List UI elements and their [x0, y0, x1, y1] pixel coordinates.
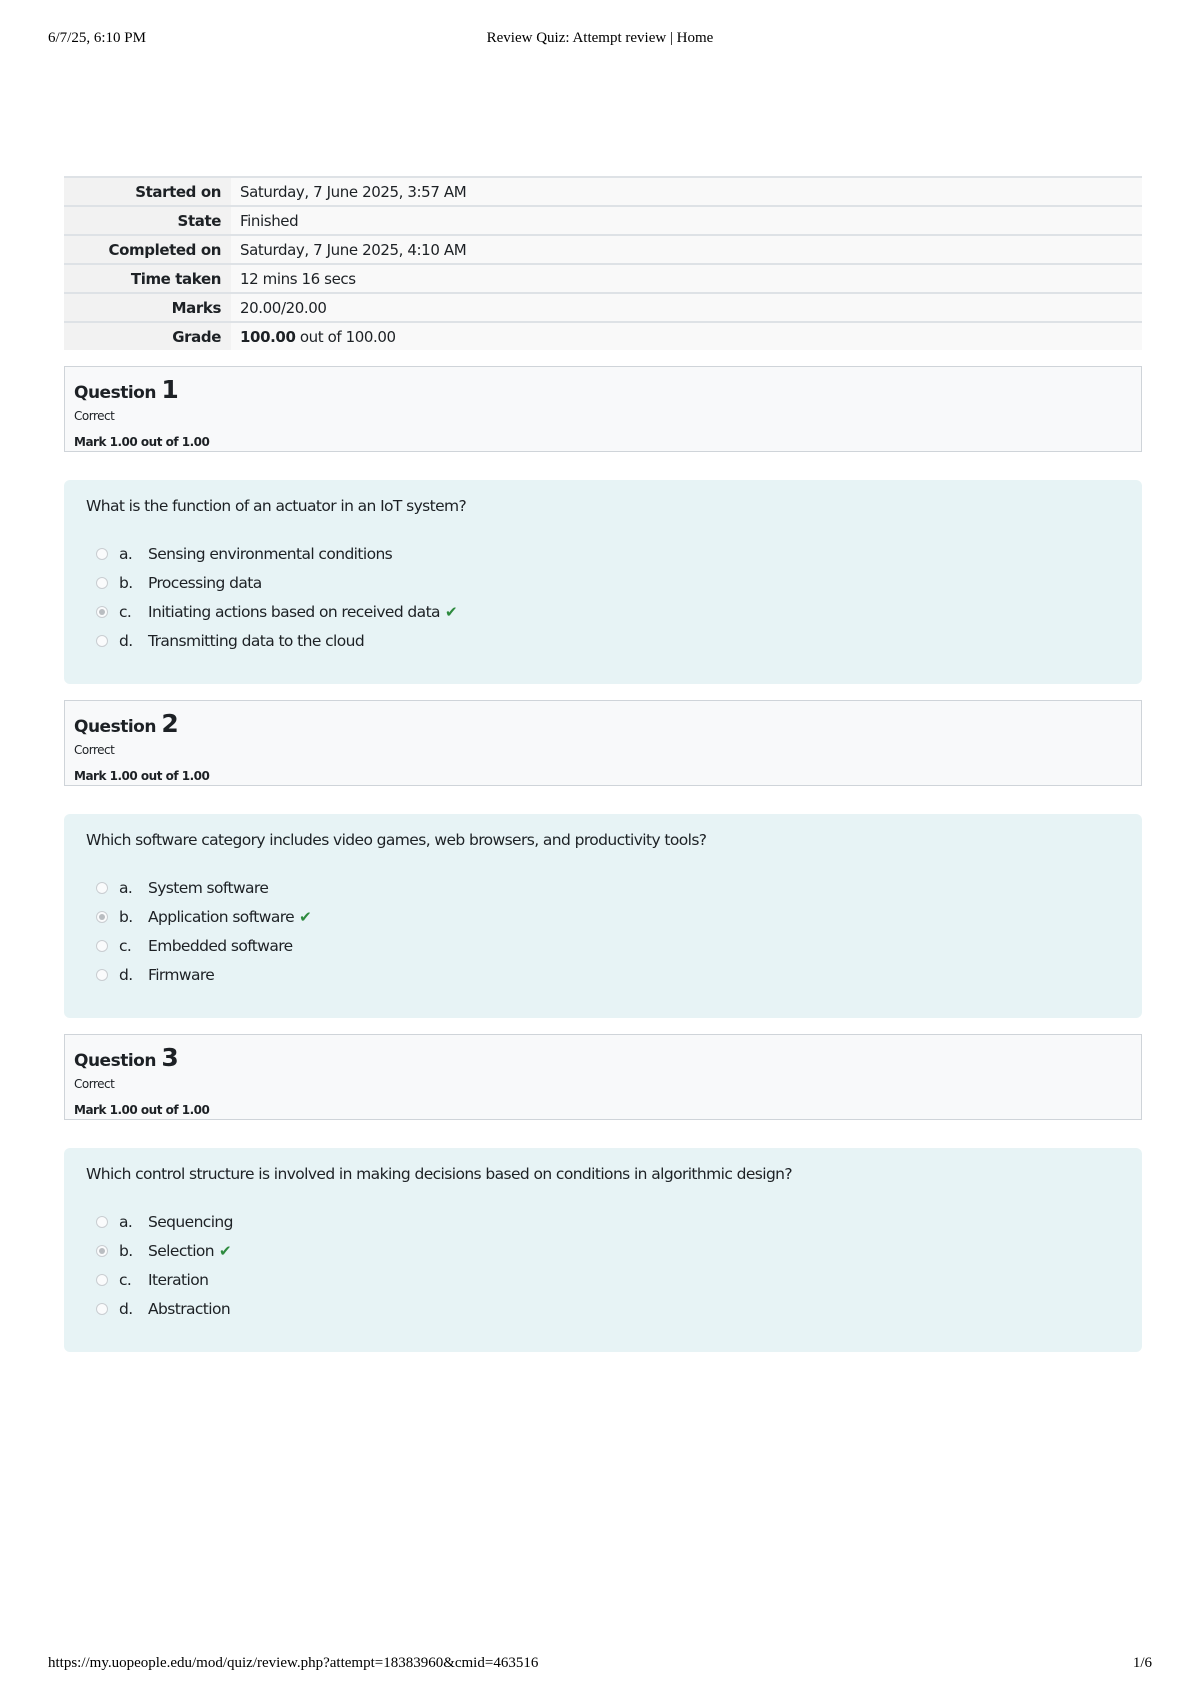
summary-row: [64, 293, 1142, 322]
print-footer: [48, 1655, 1152, 1677]
question-label: Question: [74, 1051, 156, 1071]
question-label: Question: [74, 717, 156, 737]
answer-radio: [96, 1274, 108, 1286]
answer-radio: [96, 548, 108, 560]
answer-letter: a.: [119, 544, 133, 563]
question-title: [74, 1045, 1132, 1074]
answer-option: [86, 873, 1120, 902]
answer-text: Sensing environmental conditions: [148, 544, 393, 563]
question-state: Correct: [74, 743, 115, 757]
summary-value: Saturday, 7 June 2025, 3:57 AM: [231, 177, 1142, 206]
question-info: [64, 1034, 1142, 1120]
quiz-review-content: [64, 176, 1142, 1352]
answer-letter: d.: [119, 1299, 133, 1318]
question-grade: Mark 1.00 out of 1.00: [74, 769, 210, 783]
summary-value: 12 mins 16 secs: [231, 264, 1142, 293]
answer-letter: a.: [119, 1212, 133, 1231]
summary-label: Marks: [64, 293, 231, 322]
question-content: [64, 1148, 1142, 1352]
print-page-number: 1/6: [1132, 1655, 1152, 1671]
answer-text: Abstraction: [148, 1299, 231, 1318]
question-text: What is the function of an actuator in an IoT system?: [86, 497, 467, 515]
grade-score: 100.00: [240, 328, 296, 346]
summary-value: 20.00/20.00: [231, 293, 1142, 322]
question-state: Correct: [74, 409, 115, 423]
question-title: [74, 377, 1132, 406]
answer-text: System software: [148, 878, 269, 897]
answer-option: [86, 568, 1120, 597]
answer-text: Selection: [148, 1241, 215, 1260]
answer-option: [86, 1236, 1120, 1265]
answer-option: [86, 539, 1120, 568]
summary-row: [64, 177, 1142, 206]
answer-letter: c.: [119, 602, 132, 621]
summary-row: [64, 235, 1142, 264]
check-icon: ✔: [219, 1241, 231, 1260]
answer-option: [86, 1207, 1120, 1236]
summary-row: [64, 264, 1142, 293]
question-info: [64, 366, 1142, 452]
answer-radio: [96, 1245, 108, 1257]
answer-letter: a.: [119, 878, 133, 897]
print-url: https://my.uopeople.edu/mod/quiz/review.php?attempt=18383960&cmid=463516: [48, 1655, 539, 1671]
question-content: [64, 480, 1142, 684]
summary-row: [64, 322, 1142, 350]
answer-radio: [96, 882, 108, 894]
summary-label: Started on: [64, 177, 231, 206]
summary-value: Finished: [231, 206, 1142, 235]
question-number: 2: [161, 709, 179, 738]
answer-option: [86, 960, 1120, 989]
question-info: [64, 700, 1142, 786]
check-icon: ✔: [444, 602, 457, 621]
answer-list: [86, 539, 1120, 655]
answer-list: [86, 873, 1120, 989]
summary-label: Grade: [64, 322, 231, 350]
answer-option: [86, 931, 1120, 960]
answer-option: [86, 626, 1120, 655]
summary-value: Saturday, 7 June 2025, 4:10 AM: [231, 235, 1142, 264]
answer-radio: [96, 635, 108, 647]
print-page-title: Review Quiz: Attempt review | Home: [486, 30, 714, 46]
answer-radio: [96, 911, 108, 923]
answer-text: Firmware: [148, 965, 215, 984]
answer-option: [86, 1265, 1120, 1294]
answer-letter: d.: [119, 631, 133, 650]
answer-radio: [96, 1303, 108, 1315]
answer-text: Application software: [148, 907, 295, 926]
question-number: 3: [161, 1043, 179, 1072]
summary-label: State: [64, 206, 231, 235]
question-list: [64, 366, 1142, 1352]
question-title: [74, 711, 1132, 740]
summary-row: [64, 206, 1142, 235]
question-content: [64, 814, 1142, 1018]
question-text: Which software category includes video games, web browsers, and productivity tools?: [86, 831, 707, 849]
answer-text: Iteration: [148, 1270, 209, 1289]
question-number: 1: [161, 375, 179, 404]
answer-text: Transmitting data to the cloud: [148, 631, 365, 650]
answer-list: [86, 1207, 1120, 1323]
answer-radio: [96, 969, 108, 981]
answer-radio: [96, 940, 108, 952]
question-text: Which control structure is involved in making decisions based on conditions in algorithmic design?: [86, 1165, 793, 1183]
answer-text: Embedded software: [148, 936, 293, 955]
question-grade: Mark 1.00 out of 1.00: [74, 435, 210, 449]
answer-option: [86, 902, 1120, 931]
summary-value-grade: [231, 322, 1142, 350]
answer-letter: d.: [119, 965, 133, 984]
answer-letter: c.: [119, 936, 132, 955]
answer-letter: b.: [119, 1241, 133, 1260]
answer-text: Processing data: [148, 573, 262, 592]
question-grade: Mark 1.00 out of 1.00: [74, 1103, 210, 1117]
answer-radio: [96, 577, 108, 589]
answer-option: [86, 597, 1120, 626]
answer-letter: c.: [119, 1270, 132, 1289]
answer-letter: b.: [119, 573, 133, 592]
answer-text: Sequencing: [148, 1212, 233, 1231]
summary-label: Time taken: [64, 264, 231, 293]
grade-out-of: out of 100.00: [299, 328, 396, 346]
answer-letter: b.: [119, 907, 133, 926]
print-datetime: 6/7/25, 6:10 PM: [48, 30, 146, 46]
answer-radio: [96, 1216, 108, 1228]
summary-label: Completed on: [64, 235, 231, 264]
check-icon: ✔: [299, 907, 312, 926]
answer-radio: [96, 606, 108, 618]
print-header: [48, 30, 1152, 52]
question-label: Question: [74, 383, 156, 403]
attempt-summary-table: [64, 176, 1142, 350]
answer-option: [86, 1294, 1120, 1323]
answer-text: Initiating actions based on received data: [148, 602, 440, 621]
question-state: Correct: [74, 1077, 115, 1091]
